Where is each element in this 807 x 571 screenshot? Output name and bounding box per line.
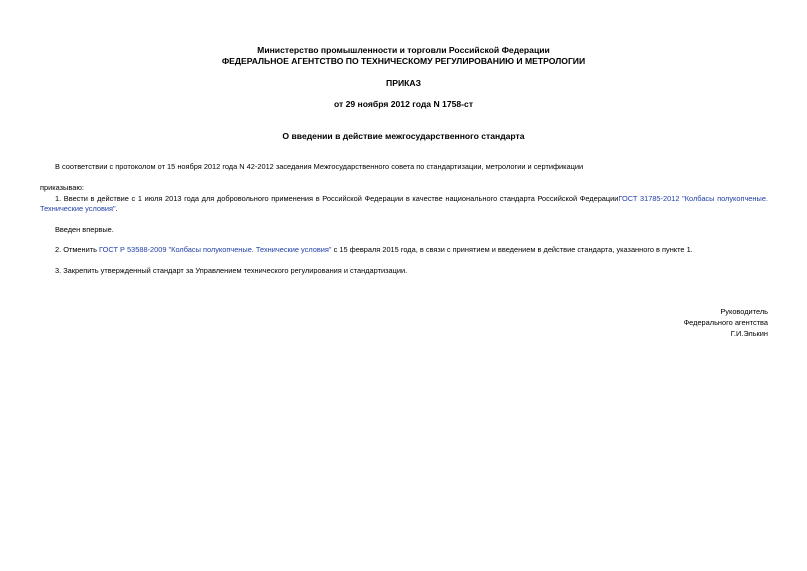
agency-title: ФЕДЕРАЛЬНОЕ АГЕНТСТВО ПО ТЕХНИЧЕСКОМУ РЕГУЛИРОВАНИЮ И МЕТРОЛОГИИ	[221, 56, 586, 66]
item-2-end: с 15 февраля 2015 года, в связи с принятием и введением в действие стандарта, указанного в пункте 1.	[331, 245, 693, 254]
document-date: от 29 ноября 2012 года N 1758-ст	[333, 99, 474, 109]
ministry-title: Министерство промышленности и торговли Российской Федерации	[257, 45, 550, 55]
order-word: приказываю:	[40, 183, 84, 192]
signature-organization: Федерального агентства	[683, 318, 768, 327]
item-2-paragraph	[55, 245, 693, 255]
gost-31785-link[interactable]: ГОСТ 31785-2012 "Колбасы полукопченые. Технические условия"	[40, 194, 768, 213]
signature-name: Г.И.Элькин	[730, 329, 768, 338]
gost-r-53588-link[interactable]: ГОСТ Р 53588-2009 "Колбасы полукопченые. Технические условия"	[99, 245, 332, 254]
document-subject: О введении в действие межгосударственного стандарта	[282, 131, 525, 141]
item-2-start: 2. Отменить	[55, 245, 100, 254]
item-1-end: .	[115, 204, 118, 213]
document-type: ПРИКАЗ	[386, 78, 421, 88]
introduced-note: Введен впервые.	[55, 225, 114, 234]
signature-title: Руководитель	[720, 307, 768, 316]
item-1-paragraph	[40, 194, 768, 214]
item-3-paragraph: 3. Закрепить утвержденный стандарт за Управлением технического регулирования и стандартизации.	[55, 266, 408, 275]
item-1-text: 1. Ввести в действие с 1 июля 2013 года для добровольного применения в Российской Федерации в качестве национального стандарта Российской Федерации	[55, 194, 619, 203]
preamble-paragraph: В соответствии с протоколом от 15 ноября 2012 года N 42-2012 заседания Межгосударственного совета по стандартизации, метрологии и сертификации	[55, 162, 584, 171]
